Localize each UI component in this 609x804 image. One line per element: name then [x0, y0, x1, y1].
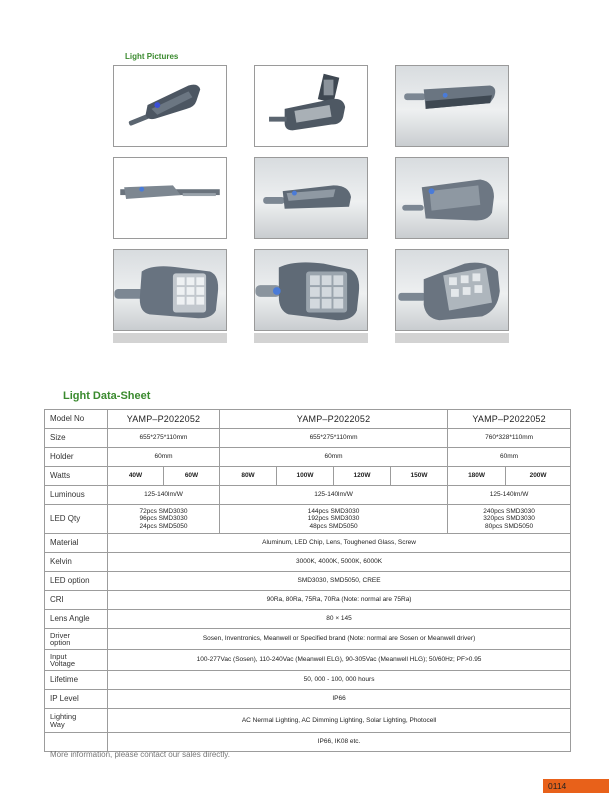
photo-caption-strip [254, 333, 368, 343]
row-led-qty [45, 505, 571, 534]
row-ip-level [45, 690, 571, 709]
luminous-value: 125-140lm/W [108, 486, 220, 505]
row-luminous [45, 486, 571, 505]
led-qty-line: 96pcs SMD3030 [139, 515, 188, 523]
data-sheet-heading: Light Data-Sheet [63, 390, 151, 402]
ip-level-value: IP66 [108, 690, 571, 709]
lifetime-value: 50, 000 - 100, 000 hours [108, 671, 571, 690]
holder-value: 60mm [448, 448, 571, 467]
label-extra-empty [45, 733, 108, 752]
product-photo-1 [113, 65, 227, 147]
row-lens-angle [45, 610, 571, 629]
input-voltage-value: 100-277Vac (Sosen), 110-240Vac (Meanwell ELG), 90-305Vac (Meanwell HLG); 50/60Hz; PF>0.95 [108, 650, 571, 671]
led-qty-line: 72pcs SMD3030 [139, 507, 188, 515]
product-photo-5 [254, 157, 368, 239]
holder-value: 60mm [220, 448, 448, 467]
size-value: 655*275*110mm [220, 429, 448, 448]
label-lifetime: Lifetime [45, 671, 108, 690]
label-line: Input [50, 651, 67, 661]
kelvin-value: 3000K, 4000K, 5000K, 6000K [108, 553, 571, 572]
label-driver [45, 629, 108, 650]
row-material [45, 534, 571, 553]
label-watts: Watts [45, 467, 108, 486]
watt-value: 100W [277, 467, 334, 486]
product-photo-2 [254, 65, 368, 147]
row-model [45, 410, 571, 429]
photo-caption-strip [113, 333, 227, 343]
label-input-voltage [45, 650, 108, 671]
size-value: 760*328*110mm [448, 429, 571, 448]
led-qty-value [448, 505, 571, 534]
label-kelvin: Kelvin [45, 553, 108, 572]
label-led-option: LED option [45, 572, 108, 591]
product-photo-8 [254, 249, 368, 331]
driver-value: Sosen, Inventronics, Meanwell or Specified brand (Note: normal are Sosen or Meanwell driver) [108, 629, 571, 650]
label-model: Model No [45, 410, 108, 429]
row-size [45, 429, 571, 448]
row-extra [45, 733, 571, 752]
row-holder [45, 448, 571, 467]
photo-caption-strip [395, 333, 509, 343]
product-photo-3 [395, 65, 509, 147]
led-option-value: SMD3030, SMD5050, CREE [108, 572, 571, 591]
model-value: YAMP–P2022052 [220, 410, 448, 429]
label-line: option [50, 638, 71, 647]
label-lighting-way [45, 709, 108, 733]
watt-value: 120W [334, 467, 391, 486]
product-photo-gallery [113, 65, 509, 360]
led-qty-line: 80pcs SMD5050 [485, 522, 534, 530]
label-line: Lighting [50, 712, 77, 722]
led-qty-value [220, 505, 448, 534]
lighting-way-value: AC Nermal Lighting, AC Dimming Lighting, Solar Lighting, Photocell [108, 709, 571, 733]
holder-value: 60mm [108, 448, 220, 467]
luminous-value: 125-140lm/W [448, 486, 571, 505]
label-line: Driver [50, 630, 70, 640]
size-value: 655*275*110mm [108, 429, 220, 448]
label-lens-angle: Lens Angle [45, 610, 108, 629]
led-qty-line: 320pcs SMD3030 [483, 515, 535, 523]
watt-value: 180W [448, 467, 506, 486]
product-photo-4 [113, 157, 227, 239]
model-value: YAMP–P2022052 [448, 410, 571, 429]
row-watts [45, 467, 571, 486]
product-photo-9 [395, 249, 509, 331]
watt-value: 200W [506, 467, 571, 486]
row-input-voltage [45, 650, 571, 671]
led-qty-line: 24pcs SMD5050 [139, 522, 188, 530]
lens-angle-value: 80 × 145 [108, 610, 571, 629]
watt-value: 80W [220, 467, 277, 486]
led-qty-line: 240pcs SMD3030 [483, 507, 535, 515]
label-material: Material [45, 534, 108, 553]
led-qty-line: 192pcs SMD3030 [307, 515, 360, 523]
extra-value: IP66, IK08 etc. [108, 733, 571, 752]
page-number-tab: 0114 [543, 779, 609, 793]
label-line: Way [50, 719, 65, 729]
spec-table [44, 409, 571, 752]
label-line: Voltage [50, 659, 76, 668]
watt-value: 40W [108, 467, 164, 486]
watt-value: 150W [391, 467, 448, 486]
model-value: YAMP–P2022052 [108, 410, 220, 429]
label-cri: CRI [45, 591, 108, 610]
light-pictures-heading: Light Pictures [125, 52, 179, 61]
product-photo-6 [395, 157, 509, 239]
cri-value: 90Ra, 80Ra, 75Ra, 70Ra (Note: normal are 75Ra) [108, 591, 571, 610]
label-holder: Holder [45, 448, 108, 467]
row-cri [45, 591, 571, 610]
luminous-value: 125-140lm/W [220, 486, 448, 505]
led-qty-line: 48pcs SMD5050 [309, 522, 358, 530]
row-driver [45, 629, 571, 650]
material-value: Aluminum, LED Chip, Lens, Toughened Glass, Screw [108, 534, 571, 553]
led-qty-value [108, 505, 220, 534]
led-qty-line: 144pcs SMD3030 [307, 507, 360, 515]
watt-value: 60W [164, 467, 220, 486]
contact-note: More information, please contact our sales directly. [50, 750, 230, 759]
row-lifetime [45, 671, 571, 690]
row-kelvin [45, 553, 571, 572]
label-led-qty: LED Qty [45, 505, 108, 534]
product-photo-7 [113, 249, 227, 331]
row-lighting-way [45, 709, 571, 733]
label-ip-level: IP Level [45, 690, 108, 709]
label-size: Size [45, 429, 108, 448]
label-luminous: Luminous [45, 486, 108, 505]
row-led-option [45, 572, 571, 591]
